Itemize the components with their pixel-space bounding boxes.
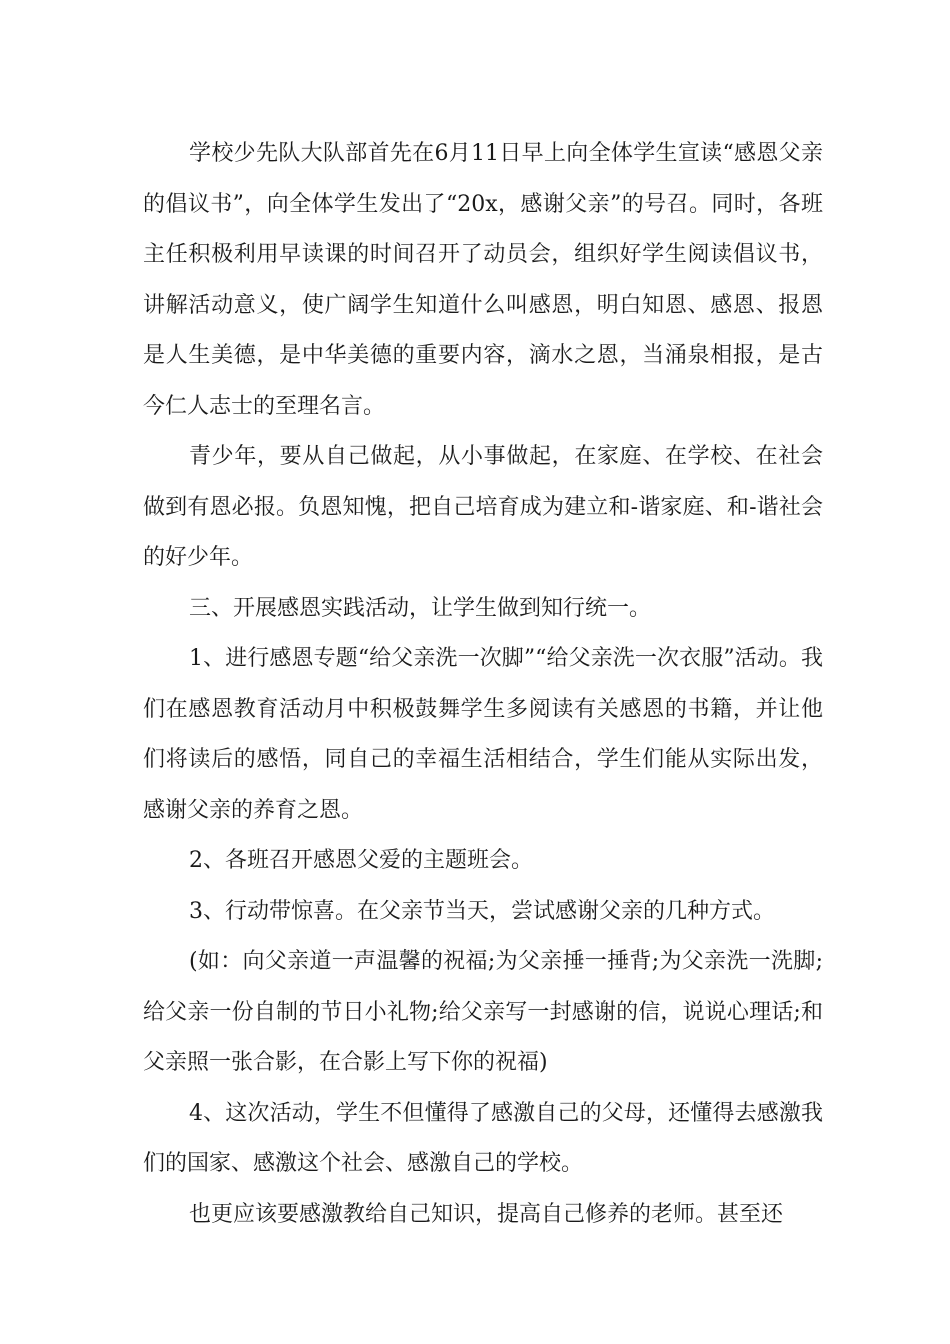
- paragraph-examples: (如：向父亲道一声温馨的祝福;为父亲捶一捶背;为父亲洗一洗脚;给父亲一份自制的节日小礼物;给父亲写一封感谢的信，说说心理话;和父亲照一张合影，在合影上写下你的祝福): [143, 949, 823, 1075]
- paragraph-item-3: 3、行动带惊喜。在父亲节当天，尝试感谢父亲的几种方式。: [189, 898, 775, 924]
- paragraph-announcement: 学校少先队大队部首先在6月11日早上向全体学生宣读“感恩父亲的倡议书”，向全体学生发出了“20x，感谢父亲”的号召。同时，各班主任积极利用早读课的时间召开了动员会，组织好学生阅读倡议书，讲解活动意义，使广阔学生知道什么叫感恩，明白知恩、感恩、报恩是人生美德，是中华美德的重要内容，滴水之恩，当涌泉相报，是古今仁人志士的至理名言。: [143, 141, 823, 419]
- paragraph-item-1: 1、进行感恩专题“给父亲洗一次脚”“给父亲洗一次衣服”活动。我们在感恩教育活动月中积极鼓舞学生多阅读有关感恩的书籍，并让他们将读后的感悟，同自己的幸福生活相结合，学生们能从实际出发，感谢父亲的养育之恩。: [143, 646, 823, 823]
- paragraph-youth: 青少年，要从自己做起，从小事做起，在家庭、在学校、在社会做到有恩必报。负恩知愧，把自己培育成为建立和-谐家庭、和-谐社会的好少年。: [143, 444, 823, 570]
- paragraph-item-4: 4、这次活动，学生不但懂得了感激自己的父母，还懂得去感激我们的国家、感激这个社会、感激自己的学校。: [143, 1100, 823, 1176]
- paragraph-item-2: 2、各班召开感恩父爱的主题班会。: [189, 848, 533, 873]
- body-text: [143, 129, 823, 1240]
- paragraph-teachers: 也更应该要感激教给自己知识，提高自己修养的老师。甚至还: [189, 1201, 784, 1227]
- paragraph-section-three-heading: 三、开展感恩实践活动，让学生做到知行统一。: [189, 595, 652, 621]
